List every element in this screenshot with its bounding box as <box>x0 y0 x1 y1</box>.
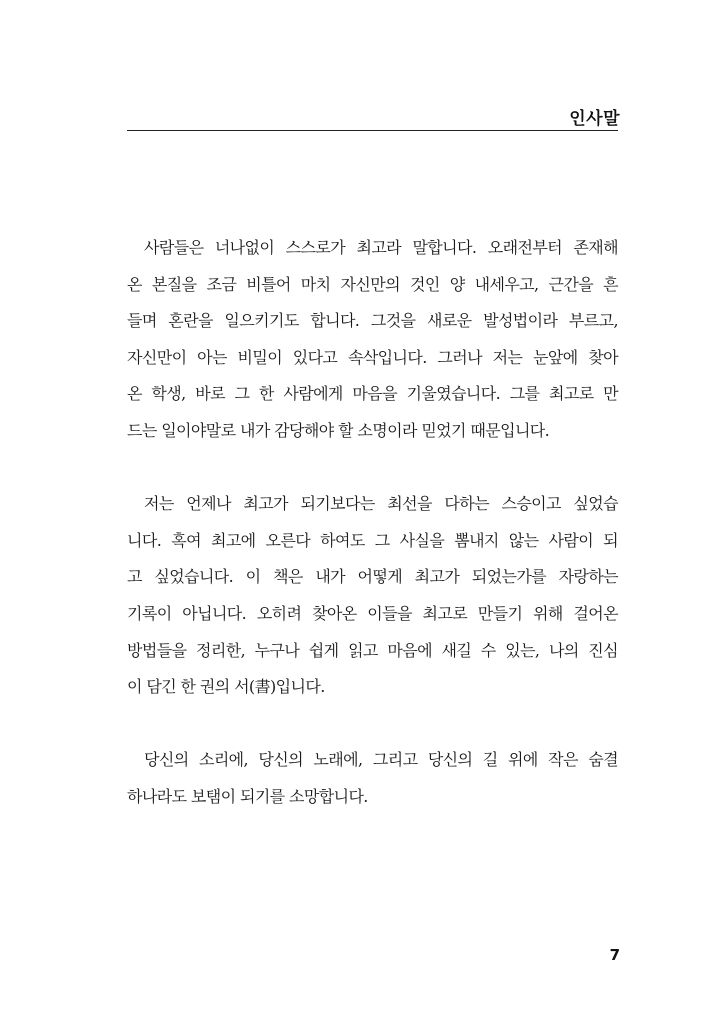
paragraph-gap <box>127 709 618 746</box>
paragraph-2 <box>127 489 618 709</box>
text-line: 기록이 아닙니다. 오히려 찾아온 이들을 최고로 만들기 위해 걸어온 <box>127 603 618 623</box>
text-line: 드는 일이야말로 내가 감당해야 할 소명이라 믿었기 때문입니다. <box>127 420 550 440</box>
section-title: 인사말 <box>569 109 620 129</box>
text-line: 온 본질을 조금 비틀어 마치 자신만의 것인 양 내세우고, 근간을 흔 <box>127 274 618 294</box>
text-line: 니다. 혹여 최고에 오른다 하여도 그 사실을 뽐내지 않는 사람이 되 <box>127 530 618 550</box>
text-line: 고 싶었습니다. 이 책은 내가 어떻게 최고가 되었는가를 자랑하는 <box>127 567 618 587</box>
text-line: 들며 혼란을 일으키기도 합니다. 그것을 새로운 발성법이라 부르고, <box>127 311 618 331</box>
paragraph-gap <box>127 453 618 490</box>
paragraph-1 <box>127 233 618 453</box>
text-line: 저는 언제나 최고가 되기보다는 최선을 다하는 스승이고 싶었습 <box>144 494 618 514</box>
body-text <box>127 233 618 819</box>
text-line: 자신만이 아는 비밀이 있다고 속삭입니다. 그러나 저는 눈앞에 찾아 <box>127 347 618 367</box>
page-number: 7 <box>609 946 620 964</box>
paragraph-3 <box>127 745 618 818</box>
text-line: 사람들은 너나없이 스스로가 최고라 말합니다. 오래전부터 존재해 <box>144 238 618 257</box>
text-line: 온 학생, 바로 그 한 사람에게 마음을 기울였습니다. 그를 최고로 만 <box>127 384 618 404</box>
header-divider <box>127 130 618 131</box>
text-line: 방법들을 정리한, 누구나 쉽게 읽고 마음에 새길 수 있는, 나의 진심 <box>127 640 618 660</box>
text-line: 당신의 소리에, 당신의 노래에, 그리고 당신의 길 위에 작은 숨결 <box>144 750 618 770</box>
text-line: 이 담긴 한 권의 서(書)입니다. <box>127 677 325 697</box>
text-line: 하나라도 보탬이 되기를 소망합니다. <box>127 786 368 806</box>
